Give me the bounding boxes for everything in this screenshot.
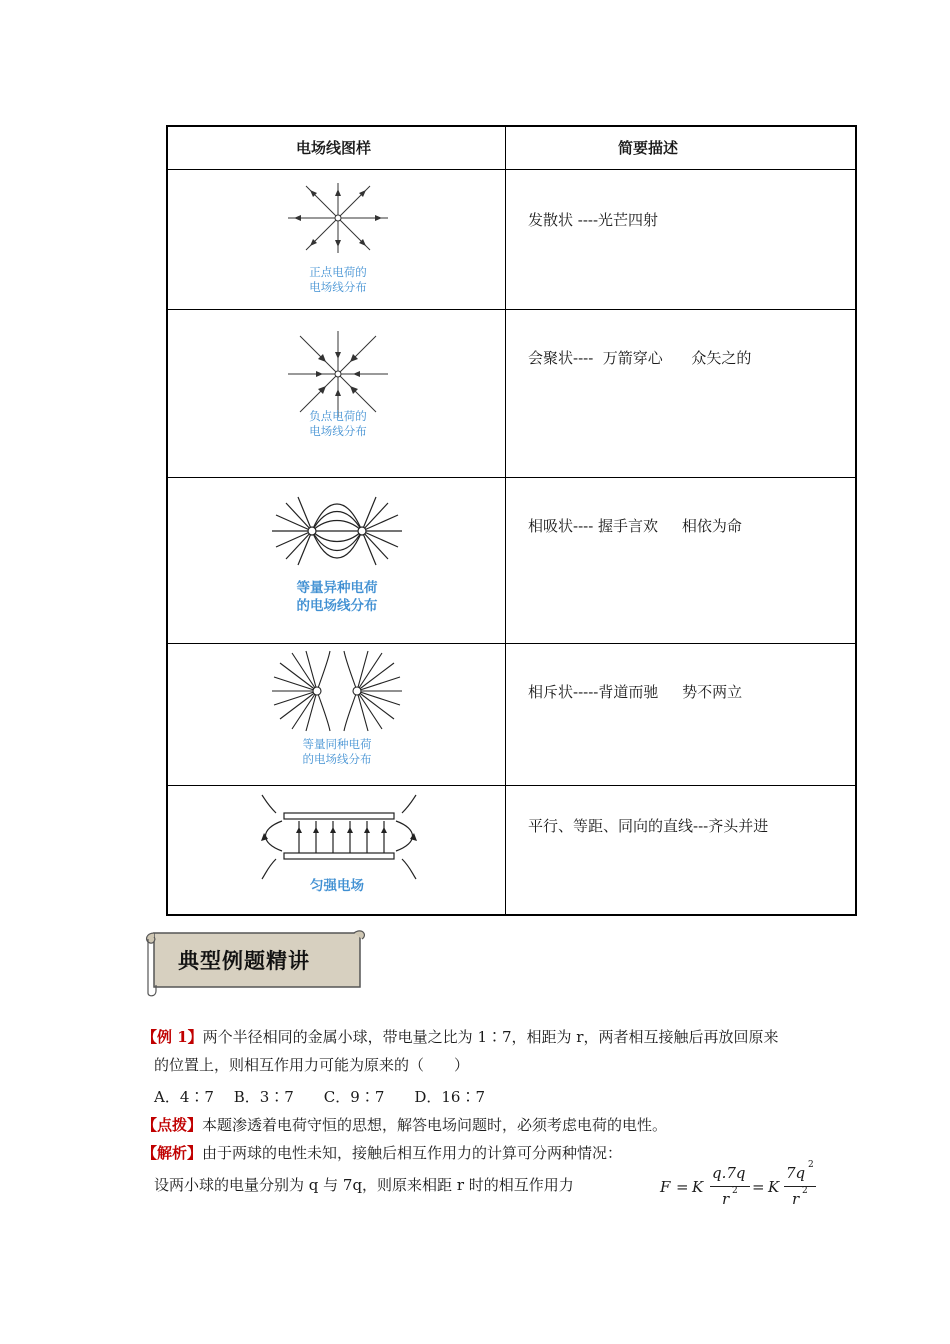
caption-line: 等量同种电荷 (302, 737, 372, 751)
table-row (168, 785, 855, 916)
caption (247, 737, 427, 767)
formula-exp-1: 2 (732, 1186, 738, 1196)
coulomb-formula (660, 1162, 860, 1212)
caption (248, 409, 428, 439)
section-banner (140, 925, 370, 997)
hint-text: 本题渗透着电荷守恒的思想，解答电场问题时，必须考虑电荷的电性。 (202, 1116, 668, 1134)
negative-charge-diagram (288, 331, 388, 417)
example-line-2: 的位置上，则相互作用力可能为原来的（ ） (154, 1056, 470, 1074)
description: 相吸状---- 握手言欢 相依为命 (528, 517, 742, 535)
table-row (168, 477, 855, 644)
analysis-line (142, 1142, 622, 1163)
setup-line: 设两小球的电量分别为 q 与 7q，则原来相距 r 时的相互作用力 (154, 1176, 574, 1194)
like-charges-diagram (272, 651, 402, 731)
uniform-field-diagram (254, 791, 424, 883)
fraction-bar (784, 1186, 816, 1187)
example-options: A．4∶7 B．3∶7 C．9∶7 D．16∶7 (154, 1088, 486, 1106)
field-lines-table (166, 125, 857, 916)
formula-exp-3: 2 (802, 1186, 808, 1196)
formula-exp-2: 2 (808, 1160, 814, 1170)
hint-line (142, 1114, 667, 1135)
caption (247, 877, 427, 895)
example-question: 两个半径相同的金属小球，带电量之比为 1∶7，相距为 r，两者相互接触后再放回原来 (202, 1028, 779, 1046)
header-description: 简要描述 (618, 139, 679, 157)
example-tag: 【例 1】 (142, 1028, 203, 1046)
caption-line: 的电场线分布 (296, 598, 378, 614)
positive-charge-diagram (288, 183, 388, 273)
caption-line: 正点电荷的 (309, 265, 367, 279)
formula-k: K (692, 1178, 704, 1196)
header-pattern: 电场线图样 (296, 139, 372, 157)
banner-title: 典型例题精讲 (178, 949, 310, 973)
caption-line: 电场线分布 (309, 280, 367, 294)
formula-k-2: K (768, 1178, 780, 1196)
formula-equals-2: = (752, 1178, 765, 1196)
hint-tag: 【点拨】 (142, 1116, 203, 1134)
formula-equals: = (676, 1178, 689, 1196)
caption (247, 579, 427, 615)
table-row (168, 309, 855, 478)
description: 相斥状-----背道而驰 势不两立 (528, 683, 743, 701)
caption-line: 的电场线分布 (302, 752, 372, 766)
caption-line: 负点电荷的 (309, 409, 367, 423)
formula-den-1: r (722, 1190, 730, 1208)
example-line-1 (142, 1026, 778, 1047)
formula-den-2: r (792, 1190, 800, 1208)
formula-lhs: F (660, 1178, 671, 1196)
table-row (168, 169, 855, 310)
caption-line: 匀强电场 (310, 878, 364, 894)
opposite-charges-diagram (272, 495, 402, 567)
fraction-bar (710, 1186, 750, 1187)
description: 会聚状---- 万箭穿心 众矢之的 (528, 349, 752, 367)
description: 发散状 ----光芒四射 (528, 211, 659, 229)
caption (248, 265, 428, 295)
analysis-tag: 【解析】 (142, 1144, 203, 1162)
caption-line: 电场线分布 (309, 424, 367, 438)
formula-num-1: q.7q (712, 1164, 746, 1182)
formula-num-2: 7q (786, 1164, 806, 1182)
caption-line: 等量异种电荷 (296, 580, 378, 596)
description: 平行、等距、同向的直线---齐头并进 (528, 817, 769, 835)
table-row (168, 643, 855, 786)
table-header-row (168, 127, 855, 170)
analysis-text: 由于两球的电性未知，接触后相互作用力的计算可分两种情况： (202, 1144, 623, 1162)
